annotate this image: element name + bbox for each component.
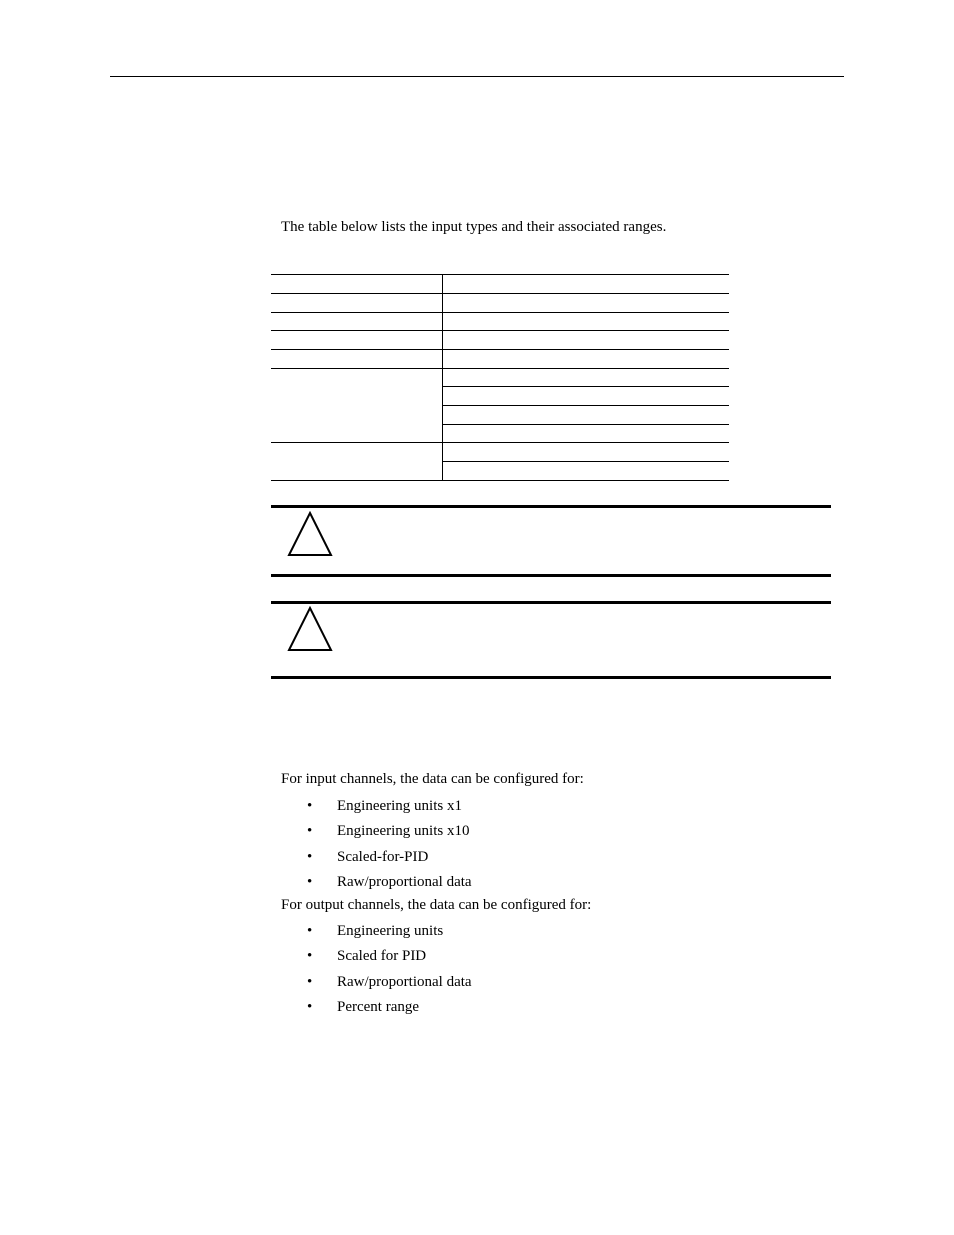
input-range-table xyxy=(271,270,729,485)
list-item xyxy=(307,870,472,895)
warning-bottom-rule xyxy=(271,574,831,577)
warning-top-rule xyxy=(271,601,831,604)
bullet-icon: • xyxy=(307,923,313,939)
table-rule xyxy=(442,386,729,387)
warning-box-2 xyxy=(271,601,831,681)
list-item xyxy=(307,845,472,870)
list-item xyxy=(307,919,472,944)
warning-triangle-icon xyxy=(287,606,333,652)
table-rule xyxy=(442,461,729,462)
input-channels-paragraph: For input channels, the data can be configured for: xyxy=(281,771,584,787)
table-intro-text: The table below lists the input types and their associated ranges. xyxy=(281,219,667,235)
table-rule xyxy=(271,274,729,275)
output-format-list xyxy=(307,919,472,1020)
table-rule xyxy=(271,330,729,331)
list-item xyxy=(307,970,472,995)
warning-triangle-icon xyxy=(287,511,333,557)
bullet-icon: • xyxy=(307,998,313,1015)
list-item xyxy=(307,995,472,1020)
header-rule xyxy=(110,76,844,77)
table-rule xyxy=(271,442,729,443)
bullet-icon: • xyxy=(307,973,313,990)
bullet-icon: • xyxy=(307,798,313,814)
input-format-list xyxy=(307,794,472,895)
list-item-text: Scaled-for-PID xyxy=(337,848,429,865)
list-item-text: Engineering units x1 xyxy=(337,798,462,814)
list-item-text: Percent range xyxy=(337,998,420,1015)
table-rule xyxy=(271,312,729,313)
output-channels-paragraph: For output channels, the data can be configured for: xyxy=(281,897,592,913)
list-item-text: Raw/proportional data xyxy=(337,873,472,890)
list-item xyxy=(307,819,472,844)
table-rule xyxy=(271,368,729,369)
bullet-icon: • xyxy=(307,848,313,865)
table-rule xyxy=(271,480,729,481)
list-item-text: Scaled for PID xyxy=(337,948,427,965)
list-item xyxy=(307,944,472,969)
table-rule xyxy=(442,405,729,406)
bullet-icon: • xyxy=(307,823,313,840)
list-item-text: Raw/proportional data xyxy=(337,973,472,990)
list-item-text: Engineering units x10 xyxy=(337,823,470,840)
warning-top-rule xyxy=(271,505,831,508)
table-rule xyxy=(271,349,729,350)
warning-bottom-rule xyxy=(271,676,831,679)
warning-box-1 xyxy=(271,505,831,577)
table-rule xyxy=(271,293,729,294)
table-column-divider xyxy=(442,274,443,480)
table-rule xyxy=(442,424,729,425)
bullet-icon: • xyxy=(307,873,313,890)
list-item-text: Engineering units xyxy=(337,923,444,939)
list-item xyxy=(307,794,472,819)
bullet-icon: • xyxy=(307,948,313,965)
